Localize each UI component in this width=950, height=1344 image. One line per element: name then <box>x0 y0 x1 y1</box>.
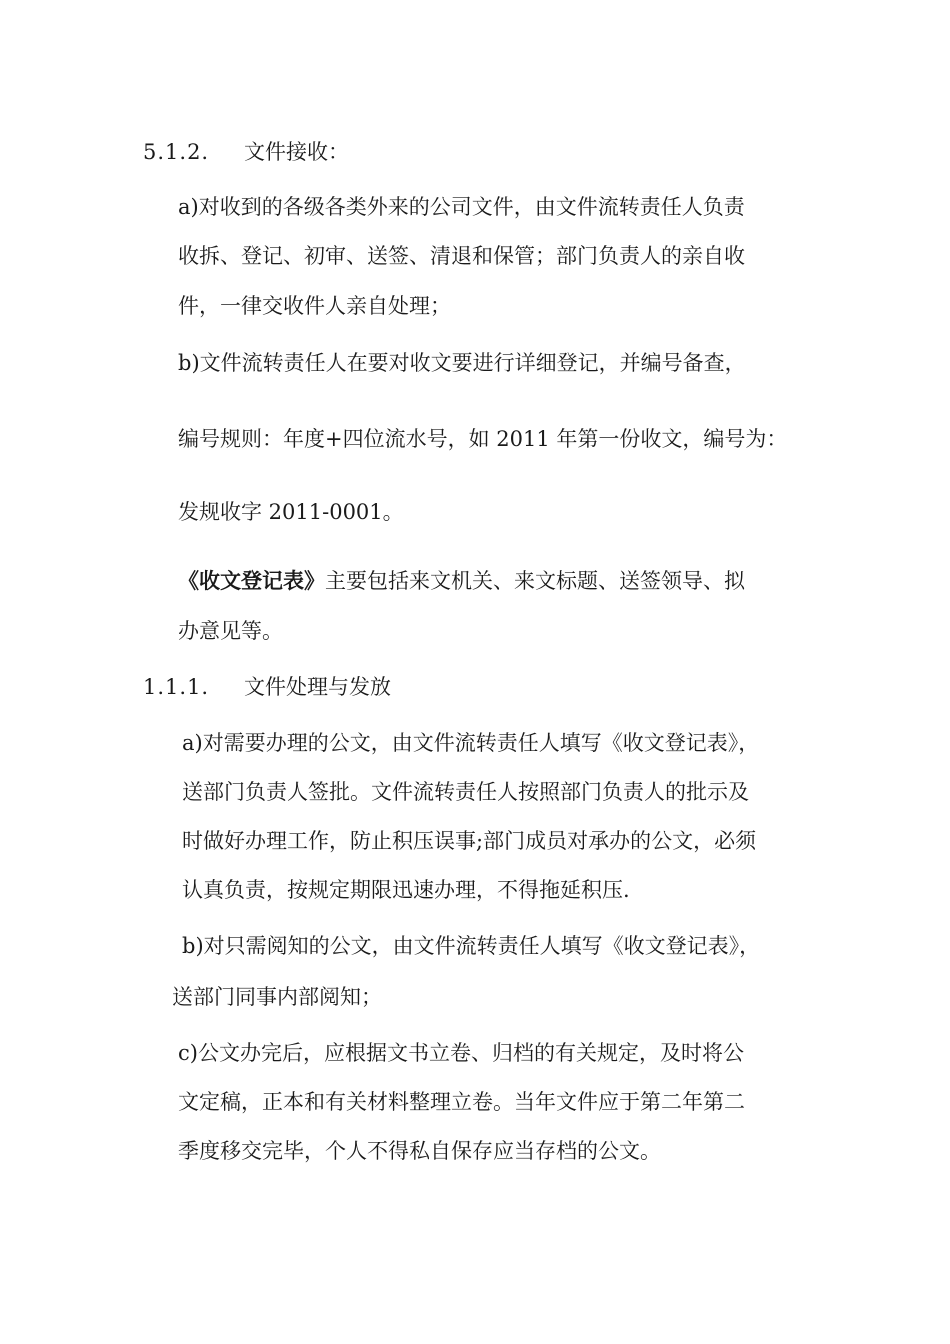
register-note <box>178 570 745 592</box>
paragraph-line: 文定稿，正本和有关材料整理立卷。当年文件应于第二年第二 <box>178 1090 745 1114</box>
paragraph-line: 发规收字 2011-0001。 <box>178 500 404 524</box>
register-note-text: 主要包括来文机关、来文标题、送签领导、拟 <box>325 569 745 593</box>
paragraph-line: b)对只需阅知的公文，由文件流转责任人填写《收文登记表》， <box>182 934 761 958</box>
paragraph-line: 收拆、登记、初审、送签、清退和保管；部门负责人的亲自收 <box>178 244 745 268</box>
paragraph-line: a)对需要办理的公文，由文件流转责任人填写《收文登记表》， <box>182 731 760 755</box>
paragraph-line: b)文件流转责任人在要对收文要进行详细登记，并编号备查， <box>178 351 746 375</box>
section-number: 5.1.2. <box>143 140 210 164</box>
paragraph-line: 办意见等。 <box>178 619 283 643</box>
section-number: 1.1.1. <box>143 675 210 699</box>
paragraph-line: 认真负责，按规定期限迅速办理，不得拖延积压. <box>182 878 630 902</box>
paragraph-line: 时做好办理工作，防止积压误事;部门成员对承办的公文，必须 <box>182 829 757 853</box>
paragraph-line: 季度移交完毕，个人不得私自保存应当存档的公文。 <box>178 1139 661 1163</box>
paragraph-line: 送部门同事内部阅知； <box>172 985 382 1009</box>
register-form-title: 《收文登记表》 <box>178 568 325 593</box>
section-title: 文件接收： <box>244 140 349 164</box>
section-title: 文件处理与发放 <box>244 675 391 699</box>
paragraph-line: 送部门负责人签批。文件流转责任人按照部门负责人的批示及 <box>182 780 749 804</box>
paragraph-line: a)对收到的各级各类外来的公司文件，由文件流转责任人负责 <box>178 195 745 219</box>
paragraph-line: 编号规则：年度+四位流水号，如 2011 年第一份收文，编号为： <box>178 427 788 451</box>
paragraph-line: c)公文办完后，应根据文书立卷、归档的有关规定，及时将公 <box>178 1041 744 1065</box>
paragraph-line: 件，一律交收件人亲自处理； <box>178 294 451 318</box>
